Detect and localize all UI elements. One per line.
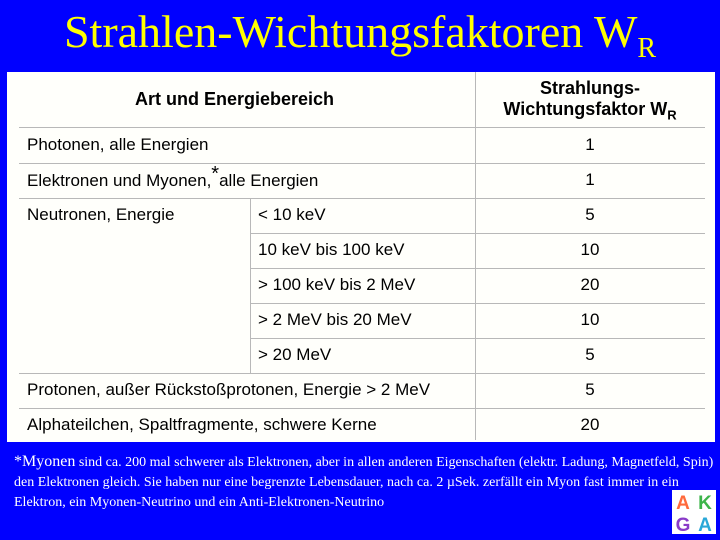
- row-value: 1: [585, 135, 595, 154]
- logo-letter: K: [698, 493, 712, 514]
- logo-letter: A: [676, 493, 690, 514]
- row-divider: [19, 408, 705, 409]
- header-wichtungsfaktor-line1: Strahlungs-: [539, 78, 640, 98]
- logo-letter: A: [698, 515, 712, 534]
- row-value: 5: [585, 345, 595, 364]
- row-divider: [19, 373, 705, 374]
- footnote-lead: *Myonen: [14, 453, 76, 470]
- row-divider: [250, 268, 705, 269]
- header-wichtungsfaktor-line2: Wichtungsfaktor $W_R$: [503, 99, 677, 123]
- row-divider: [19, 127, 705, 128]
- row-divider: [19, 198, 705, 199]
- energy-range: < 10 keV: [258, 205, 326, 224]
- title-subscript: R: [637, 33, 657, 64]
- row-divider: [250, 303, 705, 304]
- energy-range: > 20 MeV: [258, 345, 332, 364]
- header-art-energiebereich: Art und Energiebereich: [135, 89, 335, 109]
- row-label: Neutronen, Energie: [27, 205, 175, 224]
- row-divider: [250, 338, 705, 339]
- logo-letter: G: [675, 515, 691, 534]
- row-label: Protonen, außer Rückstoßprotonen, Energie > 2 MeV: [27, 380, 431, 399]
- footnote-star: *: [211, 163, 220, 185]
- range-divider: [250, 198, 251, 373]
- row-label: Alphateilchen, Spaltfragmente, schwere Kerne: [27, 415, 377, 434]
- row-label: Photonen, alle Energien: [27, 135, 209, 154]
- radiation-weighting-table: [7, 72, 715, 442]
- footnote-text: sind ca. 200 mal schwerer als Elektronen, aber in allen anderen Eigenschaften (elektr. Ladung, Magnetfeld, Spin) den Elektronen gleich. Sie haben nur eine begrenzte Lebensdauer, nach ca. 2 µSek. zerfällt ein Myon fast immer in ein Elektron, ein Myonen-Neutrino und ein Anti-Elektronen-Neutrino: [14, 455, 714, 510]
- row-divider: [250, 233, 705, 234]
- footnote: [14, 452, 714, 513]
- page-title: Strahlen-Wichtungsfaktoren $W_R$: [63, 6, 657, 64]
- energy-range: > 100 keV bis 2 MeV: [258, 275, 416, 294]
- energy-range: 10 keV bis 100 keV: [258, 240, 405, 259]
- row-divider: [19, 163, 705, 164]
- row-value: 5: [585, 205, 595, 224]
- row-value: 20: [580, 275, 600, 294]
- row-value: 1: [585, 170, 595, 189]
- row-value: 10: [580, 310, 600, 329]
- energy-range: > 2 MeV bis 20 MeV: [258, 310, 412, 329]
- akga-logo: [672, 490, 716, 534]
- row-value: 10: [580, 240, 600, 259]
- header-subscript: R: [667, 107, 677, 123]
- row-value: 5: [585, 380, 595, 399]
- row-value: 20: [580, 415, 600, 434]
- row-label: Elektronen und Myonen,*alle Energien: [27, 163, 319, 190]
